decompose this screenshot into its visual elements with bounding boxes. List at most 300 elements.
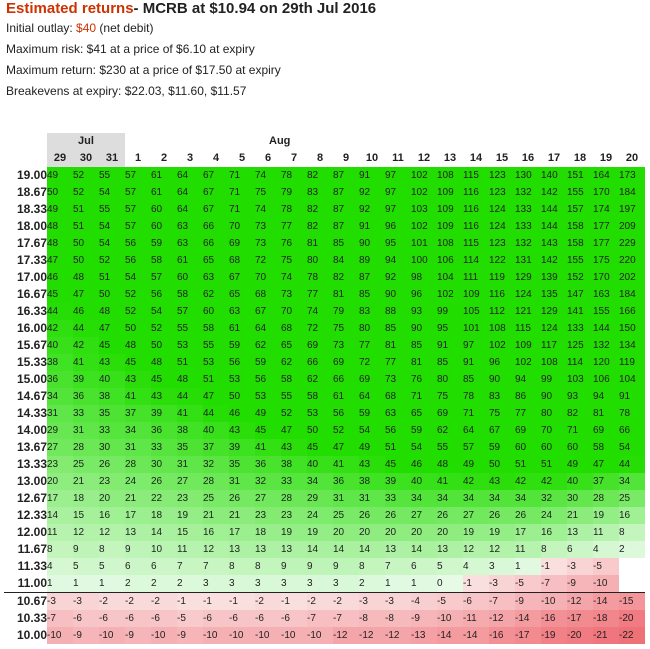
return-cell: -11 [463, 610, 489, 627]
return-cell: 175 [593, 252, 619, 269]
return-cell: 47 [99, 320, 125, 337]
return-cell: 85 [463, 371, 489, 388]
return-cell: 71 [229, 201, 255, 218]
day-label: 4 [212, 152, 220, 164]
return-cell: -6 [151, 610, 177, 627]
return-cell: -9 [125, 627, 151, 644]
return-cell: 54 [151, 303, 177, 320]
return-cell: -17 [567, 610, 593, 627]
return-cell: -10 [437, 610, 463, 627]
return-cell: 4 [593, 541, 619, 558]
return-cell: 3 [229, 575, 255, 593]
return-cell: -7 [489, 593, 515, 611]
return-cell: 124 [541, 320, 567, 337]
return-cell: 40 [47, 337, 73, 354]
return-cell: 38 [177, 422, 203, 439]
return-cell: 50 [125, 320, 151, 337]
return-cell: 67 [255, 303, 281, 320]
return-cell: 184 [619, 184, 645, 201]
return-cell: 26 [359, 507, 385, 524]
return-cell: 14 [333, 541, 359, 558]
return-cell: -10 [229, 627, 255, 644]
return-cell: 90 [359, 235, 385, 252]
day-label: 18 [573, 152, 587, 164]
day-label: 9 [342, 152, 350, 164]
return-cell: 61 [177, 252, 203, 269]
return-cell: 4 [47, 558, 73, 575]
return-cell: 52 [151, 320, 177, 337]
return-cell: 94 [593, 388, 619, 405]
return-cell: 83 [489, 388, 515, 405]
return-cell: 4 [463, 558, 489, 575]
return-cell: -3 [385, 593, 411, 611]
return-cell: 20 [99, 490, 125, 507]
return-cell: 60 [177, 269, 203, 286]
return-cell: -3 [47, 593, 73, 611]
return-cell: 3 [255, 575, 281, 593]
return-cell: 117 [541, 337, 567, 354]
return-cell: 71 [229, 167, 255, 184]
return-cell: -10 [307, 627, 333, 644]
breakevens-line: Breakevens at expiry: $22.03, $11.60, $11.57 [6, 84, 247, 98]
return-cell: 69 [359, 371, 385, 388]
return-cell: 57 [151, 269, 177, 286]
return-cell: 53 [203, 354, 229, 371]
initial-outlay-label: Initial outlay: [6, 21, 77, 35]
return-cell: 85 [333, 235, 359, 252]
return-cell: 51 [203, 371, 229, 388]
return-cell: 5 [437, 558, 463, 575]
return-cell: 115 [463, 167, 489, 184]
return-cell: 8 [47, 541, 73, 558]
return-cell: 97 [385, 184, 411, 201]
return-cell: 28 [281, 490, 307, 507]
return-cell: 114 [463, 252, 489, 269]
day-label: 13 [443, 152, 457, 164]
return-cell: 109 [463, 286, 489, 303]
return-cell: 97 [385, 201, 411, 218]
return-cell: -7 [541, 575, 567, 593]
return-cell: -10 [281, 627, 307, 644]
return-cell: 6 [125, 558, 151, 575]
return-cell: 119 [619, 354, 645, 371]
return-cell: 49 [47, 167, 73, 184]
price-label: 12.33 [16, 508, 47, 522]
return-cell: 58 [281, 371, 307, 388]
return-cell: 36 [47, 371, 73, 388]
return-cell: -12 [489, 610, 515, 627]
return-cell: 40 [99, 371, 125, 388]
return-cell: 50 [229, 388, 255, 405]
return-cell: 10 [151, 541, 177, 558]
return-cell: 19 [177, 507, 203, 524]
return-cell: -9 [73, 627, 99, 644]
return-cell: 40 [307, 456, 333, 473]
return-cell: 82 [333, 269, 359, 286]
return-cell: 33 [151, 439, 177, 456]
price-label: 12.00 [16, 525, 47, 539]
return-cell: 108 [437, 235, 463, 252]
return-cell: 91 [437, 337, 463, 354]
return-cell: 1 [73, 575, 99, 593]
return-cell: 77 [307, 286, 333, 303]
return-cell: 99 [541, 371, 567, 388]
day-label: 31 [99, 150, 125, 167]
return-cell: 51 [177, 354, 203, 371]
return-cell: 80 [307, 252, 333, 269]
return-cell: 71 [463, 405, 489, 422]
return-cell: -6 [463, 593, 489, 611]
day-label: 15 [495, 152, 509, 164]
return-cell: 12 [463, 541, 489, 558]
price-label: 17.33 [16, 253, 47, 267]
return-cell [619, 558, 645, 575]
return-cell: 102 [489, 337, 515, 354]
return-cell: 5 [73, 558, 99, 575]
return-cell: 78 [281, 201, 307, 218]
return-cell: 39 [385, 473, 411, 490]
return-cell: 90 [385, 286, 411, 303]
price-label: 10.67 [4, 593, 47, 611]
return-cell: 197 [619, 201, 645, 218]
return-cell: -21 [593, 627, 619, 644]
return-cell: 81 [593, 405, 619, 422]
return-cell: 28 [73, 439, 99, 456]
return-cell: 53 [255, 388, 281, 405]
return-cell: 103 [567, 371, 593, 388]
return-cell: 94 [385, 252, 411, 269]
return-cell: 68 [255, 286, 281, 303]
return-cell: 108 [437, 167, 463, 184]
return-cell: 3 [333, 575, 359, 593]
return-cell: 54 [125, 269, 151, 286]
day-label: 17 [547, 152, 561, 164]
return-cell: 109 [437, 218, 463, 235]
return-cell: 49 [463, 456, 489, 473]
return-cell: 67 [203, 184, 229, 201]
return-cell: 50 [99, 286, 125, 303]
return-cell: -7 [333, 610, 359, 627]
return-cell: 69 [333, 354, 359, 371]
return-cell: 55 [99, 167, 125, 184]
return-cell: 48 [125, 337, 151, 354]
return-cell: -19 [541, 627, 567, 644]
return-cell: 82 [567, 405, 593, 422]
price-row [4, 167, 645, 184]
return-cell: 79 [281, 184, 307, 201]
return-cell: -10 [203, 627, 229, 644]
return-cell: 52 [99, 252, 125, 269]
return-cell: 64 [177, 184, 203, 201]
return-cell: 61 [333, 388, 359, 405]
return-cell: 23 [281, 507, 307, 524]
return-cell: -1 [281, 593, 307, 611]
return-cell: -10 [151, 627, 177, 644]
return-cell: 54 [99, 218, 125, 235]
return-cell: -22 [619, 627, 645, 644]
return-cell: 104 [437, 269, 463, 286]
return-cell: 60 [151, 218, 177, 235]
return-cell: 69 [437, 405, 463, 422]
return-cell: 43 [229, 422, 255, 439]
return-cell: -14 [593, 593, 619, 611]
day-label: 11 [392, 152, 404, 164]
return-cell: 21 [203, 507, 229, 524]
return-cell: 41 [177, 405, 203, 422]
return-cell: 209 [619, 218, 645, 235]
return-cell: 96 [385, 218, 411, 235]
price-row [4, 627, 645, 644]
return-cell: -16 [489, 627, 515, 644]
return-cell: -20 [619, 610, 645, 627]
return-cell: 11 [47, 524, 73, 541]
return-cell: 78 [281, 167, 307, 184]
return-cell: -1 [541, 558, 567, 575]
return-cell: 116 [489, 286, 515, 303]
return-cell: 95 [385, 235, 411, 252]
return-cell: 85 [411, 337, 437, 354]
return-cell: 54 [619, 439, 645, 456]
price-row [4, 184, 645, 201]
return-cell: 121 [515, 303, 541, 320]
price-label: 12.67 [16, 491, 47, 505]
return-cell: 132 [515, 235, 541, 252]
return-cell: 48 [47, 235, 73, 252]
return-cell: 91 [619, 388, 645, 405]
return-cell: 91 [463, 354, 489, 371]
return-cell: 70 [281, 303, 307, 320]
month-header-row [4, 133, 645, 150]
price-row [4, 286, 645, 303]
price-row [4, 422, 645, 439]
return-cell: 130 [515, 167, 541, 184]
return-cell: 75 [437, 388, 463, 405]
return-cell: -8 [385, 610, 411, 627]
return-cell: 60 [567, 439, 593, 456]
return-cell: 96 [411, 286, 437, 303]
return-cell: 34 [515, 490, 541, 507]
return-cell: 30 [567, 490, 593, 507]
return-cell: -17 [515, 627, 541, 644]
return-cell: 8 [229, 558, 255, 575]
day-label: 5 [238, 152, 246, 164]
return-cell: 49 [255, 405, 281, 422]
return-cell: 72 [255, 252, 281, 269]
return-cell: 39 [229, 439, 255, 456]
return-cell: 16 [541, 524, 567, 541]
return-cell: 70 [541, 422, 567, 439]
return-cell: 2 [177, 575, 203, 593]
return-cell: 46 [229, 405, 255, 422]
return-cell: 101 [411, 235, 437, 252]
price-row [4, 303, 645, 320]
price-row [4, 252, 645, 269]
return-cell: 84 [333, 252, 359, 269]
return-cell: 91 [359, 167, 385, 184]
return-cell: 152 [567, 269, 593, 286]
return-cell: 108 [489, 320, 515, 337]
return-cell: 45 [385, 456, 411, 473]
return-cell: 41 [255, 439, 281, 456]
return-cell: 82 [307, 167, 333, 184]
return-cell: 92 [359, 184, 385, 201]
price-label: 13.67 [16, 440, 47, 454]
return-cell: 97 [385, 167, 411, 184]
return-cell: 229 [619, 235, 645, 252]
return-cell: 7 [203, 558, 229, 575]
return-cell: 53 [177, 337, 203, 354]
return-cell: -3 [567, 558, 593, 575]
day-label: 10 [365, 152, 379, 164]
return-cell [619, 575, 645, 593]
return-cell: 20 [411, 524, 437, 541]
return-cell: 31 [125, 439, 151, 456]
return-cell: 49 [359, 439, 385, 456]
price-label: 16.00 [16, 321, 47, 335]
price-row [4, 201, 645, 218]
return-cell: 202 [619, 269, 645, 286]
max-risk-line: Maximum risk: $41 at a price of $6.10 at expiry [6, 42, 255, 56]
price-row [4, 439, 645, 456]
return-cell: 101 [463, 320, 489, 337]
return-cell: 41 [333, 456, 359, 473]
month-label: Jul [47, 133, 125, 150]
return-cell: 13 [567, 524, 593, 541]
return-cell: 3 [489, 558, 515, 575]
report-heading [6, 0, 376, 18]
return-cell: 87 [333, 218, 359, 235]
price-row [4, 473, 645, 490]
max-return-line: Maximum return: $230 at a price of $17.50 at expiry [6, 63, 281, 77]
return-cell: 55 [281, 388, 307, 405]
heading-accent: Estimated returns [6, 0, 134, 17]
return-cell: 26 [385, 507, 411, 524]
return-cell: 44 [73, 320, 99, 337]
return-cell: 67 [229, 269, 255, 286]
return-cell: 62 [281, 354, 307, 371]
return-cell: 26 [489, 507, 515, 524]
day-label: 1 [134, 152, 142, 164]
return-cell: 31 [359, 490, 385, 507]
price-row [4, 507, 645, 524]
return-cell: 50 [47, 184, 73, 201]
return-cell: -12 [567, 593, 593, 611]
return-cell: 2 [619, 541, 645, 558]
heading-text [6, 0, 376, 17]
return-cell: 102 [411, 218, 437, 235]
return-cell: -12 [385, 627, 411, 644]
returns-grid [4, 133, 645, 644]
return-cell: 111 [463, 269, 489, 286]
return-cell: 67 [203, 201, 229, 218]
return-cell: 52 [73, 184, 99, 201]
return-cell: 39 [73, 371, 99, 388]
return-cell: 34 [47, 388, 73, 405]
return-cell: 80 [437, 371, 463, 388]
return-cell: 115 [515, 320, 541, 337]
return-cell: 12 [203, 541, 229, 558]
return-cell: -1 [177, 593, 203, 611]
return-cell: 164 [593, 167, 619, 184]
return-cell: 52 [125, 303, 151, 320]
return-cell: 63 [229, 303, 255, 320]
price-row [4, 541, 645, 558]
return-cell: 54 [411, 439, 437, 456]
return-cell: 17 [125, 507, 151, 524]
return-cell: 51 [73, 201, 99, 218]
return-cell: 13 [229, 541, 255, 558]
return-cell: 63 [177, 218, 203, 235]
return-cell: 21 [73, 473, 99, 490]
return-cell: 40 [411, 473, 437, 490]
return-cell: 37 [125, 405, 151, 422]
return-cell: 109 [437, 184, 463, 201]
return-cell: 67 [203, 167, 229, 184]
return-cell: 133 [515, 201, 541, 218]
return-cell: 82 [307, 218, 333, 235]
return-cell: 47 [333, 439, 359, 456]
return-cell: 15 [73, 507, 99, 524]
return-cell: 13 [281, 541, 307, 558]
return-cell: 43 [99, 354, 125, 371]
return-cell: 60 [151, 201, 177, 218]
return-cell: 129 [515, 269, 541, 286]
return-cell: 56 [125, 235, 151, 252]
return-cell: 122 [489, 252, 515, 269]
return-cell: 99 [437, 303, 463, 320]
return-cell: 63 [177, 235, 203, 252]
day-label: 14 [469, 152, 483, 164]
return-cell: 62 [255, 337, 281, 354]
return-cell: -5 [515, 575, 541, 593]
return-cell: 19 [489, 524, 515, 541]
return-cell: 77 [515, 405, 541, 422]
return-cell: 47 [47, 252, 73, 269]
return-cell: -4 [411, 593, 437, 611]
return-cell: 30 [151, 456, 177, 473]
return-cell: 147 [567, 286, 593, 303]
return-cell: 109 [515, 337, 541, 354]
return-cell: 51 [541, 456, 567, 473]
day-label: 6 [264, 152, 272, 164]
return-cell: -10 [541, 593, 567, 611]
return-cell: 131 [515, 252, 541, 269]
return-cell: 116 [463, 218, 489, 235]
price-label: 14.33 [16, 406, 47, 420]
return-cell: 42 [47, 320, 73, 337]
return-cell: 20 [359, 524, 385, 541]
return-cell: 55 [437, 439, 463, 456]
return-cell: 82 [307, 201, 333, 218]
return-cell: 3 [281, 575, 307, 593]
return-cell: 109 [437, 201, 463, 218]
return-cell: 12 [99, 524, 125, 541]
return-cell: 20 [385, 524, 411, 541]
return-cell: 92 [385, 269, 411, 286]
return-cell: 20 [333, 524, 359, 541]
return-cell: 31 [177, 456, 203, 473]
price-label: 15.67 [16, 338, 47, 352]
return-cell: 65 [203, 252, 229, 269]
return-cell: 144 [541, 218, 567, 235]
return-cell: 39 [151, 405, 177, 422]
corner-cell [4, 150, 47, 167]
return-cell: 3 [307, 575, 333, 593]
return-cell: 21 [229, 507, 255, 524]
return-cell: 133 [515, 218, 541, 235]
return-cell: 60 [203, 303, 229, 320]
return-cell: -14 [463, 627, 489, 644]
